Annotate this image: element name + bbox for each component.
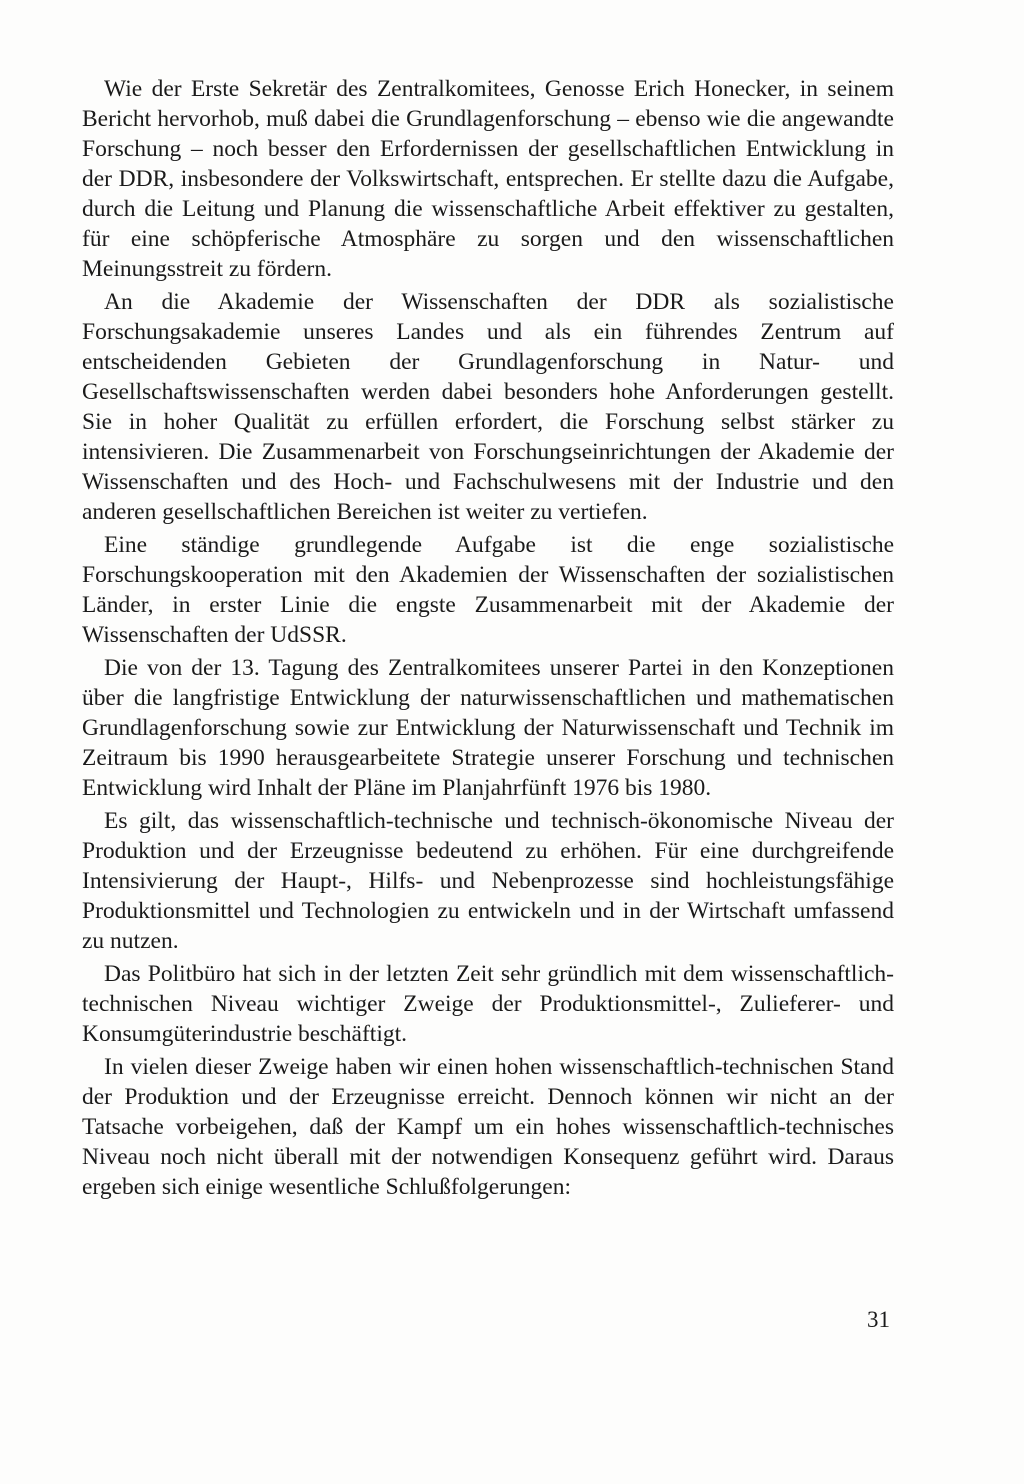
paragraph-3: Eine ständige grundlegende Aufgabe ist die enge sozialistische Forschungskooperation mit den Akademien der Wissenschaften der sozialistischen Länder, in erster Linie die engste Zusammenarbeit mit der Akademie der Wissenschaften der UdSSR. [82,532,894,648]
page-number: 31 [867,1307,890,1332]
body-text [82,74,894,1205]
paragraph-7: In vielen dieser Zweige haben wir einen hohen wissenschaftlich-technischen Stand der Produktion und der Erzeugnisse erreicht. Dennoch können wir nicht an der Tatsache vorbeigehen, daß der Kampf um ein hohes wissenschaftlich-technisches Niveau noch nicht überall mit der notwendigen Konsequenz geführt wird. Daraus ergeben sich einige wesentliche Schlußfolgerungen: [82,1054,894,1200]
paragraph-6: Das Politbüro hat sich in der letzten Zeit sehr gründlich mit dem wissenschaftlich-technischen Niveau wichtiger Zweige der Produktionsmittel-, Zulieferer- und Konsumgüterindustrie beschäftigt. [82,961,894,1047]
paragraph-4: Die von der 13. Tagung des Zentralkomitees unserer Partei in den Konzeptionen über die langfristige Entwicklung der naturwissenschaftlichen und mathematischen Grundlagenforschung sowie zur Entwicklung der Naturwissenschaft und Technik im Zeitraum bis 1990 herausgearbeitete Strategie unserer Forschung und technischen Entwicklung wird Inhalt der Pläne im Planjahrfünft 1976 bis 1980. [82,655,894,801]
paragraph-2: An die Akademie der Wissenschaften der DDR als sozialistische Forschungsakademie unseres Landes und als ein führendes Zentrum auf entscheidenden Gebieten der Grundlagenforschung in Natur- und Gesellschaftswissenschaften werden dabei besonders hohe Anforderungen gestellt. Sie in hoher Qualität zu erfüllen erfordert, die Forschung selbst stärker zu intensivieren. Die Zusammenarbeit von Forschungseinrichtungen der Akademie der Wissenschaften und des Hoch- und Fachschulwesens mit der Industrie und den anderen gesellschaftlichen Bereichen ist weiter zu vertiefen. [82,289,894,525]
paragraph-5: Es gilt, das wissenschaftlich-technische und technisch-ökonomische Niveau der Produktion und der Erzeugnisse bedeutend zu erhöhen. Für eine durchgreifende Intensivierung der Haupt-, Hilfs- und Nebenprozesse sind hochleistungsfähige Produktionsmittel und Technologien zu entwickeln und in der Wirtschaft umfassend zu nutzen. [82,808,894,954]
paragraph-1: Wie der Erste Sekretär des Zentralkomitees, Genosse Erich Honecker, in seinem Bericht hervorhob, muß dabei die Grundlagenforschung – ebenso wie die angewandte Forschung – noch besser den Erfordernissen der gesellschaftlichen Entwicklung in der DDR, insbesondere der Volkswirtschaft, entsprechen. Er stellte dazu die Aufgabe, durch die Leitung und Planung die wissenschaftliche Arbeit effektiver zu gestalten, für eine schöpferische Atmosphäre zu sorgen und den wissenschaftlichen Meinungsstreit zu fördern. [82,76,894,282]
